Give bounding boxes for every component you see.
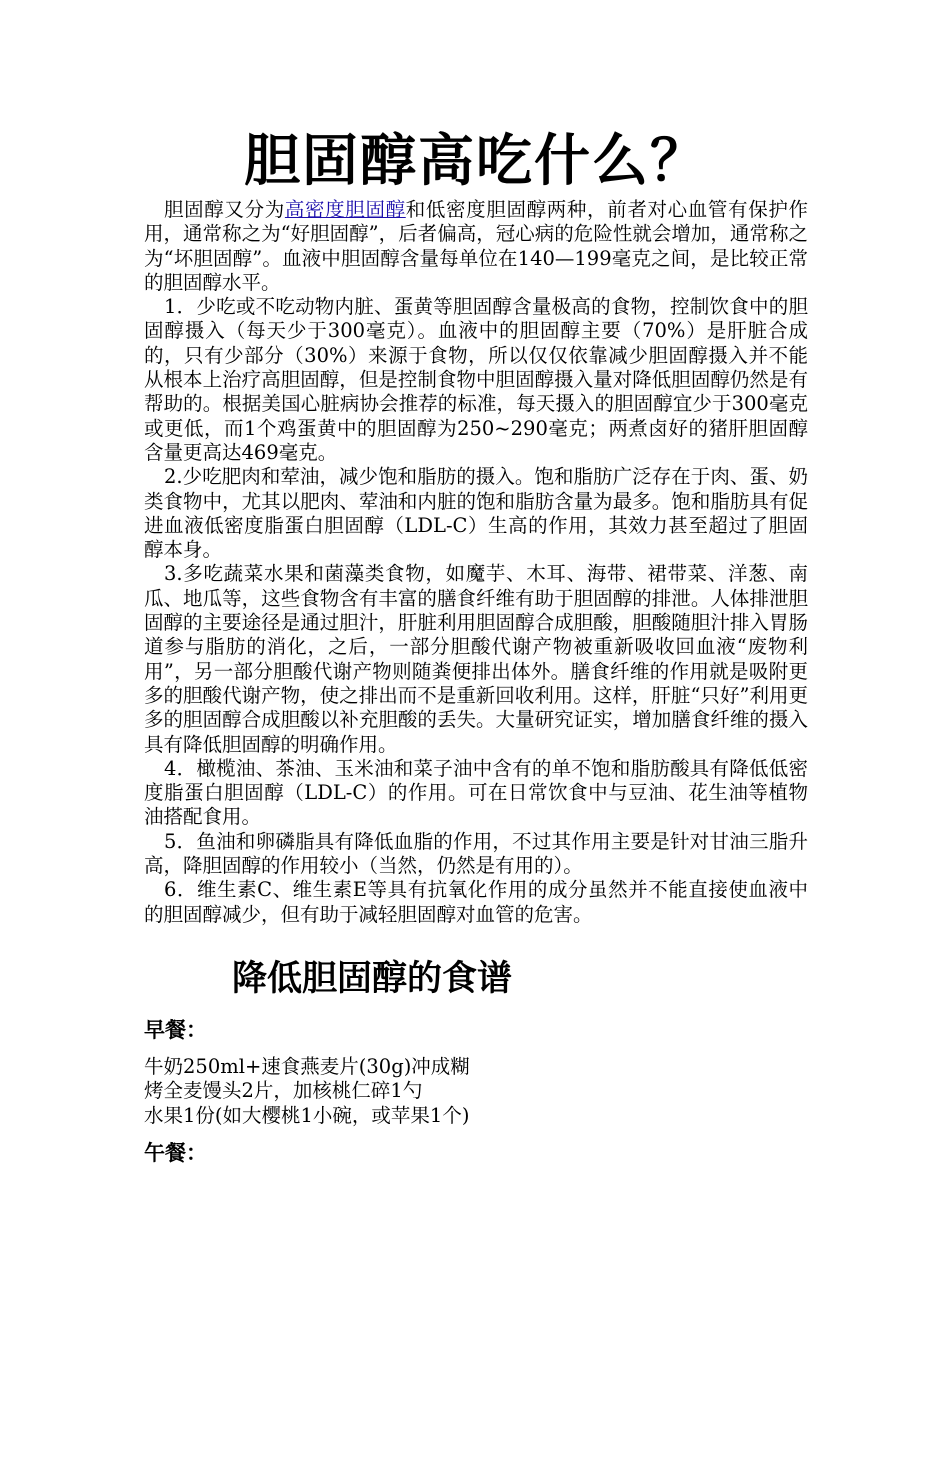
intro-text-before: 胆固醇又分为 <box>164 198 285 221</box>
hdl-cholesterol-link[interactable]: 高密度胆固醇 <box>284 198 406 221</box>
recipes-section-title: 降低胆固醇的食谱 <box>232 957 513 999</box>
breakfast-heading: 早餐： <box>144 1016 207 1042</box>
tip-paragraph-2: 2.少吃肥肉和荤油，减少饱和脂肪的摄入。饱和脂肪广泛存在于肉、蛋、奶类食物中，尤其以肥肉、荤油和内脏的饱和脂肪含量为最多。饱和脂肪具有促进血液低密度脂蛋白胆固醇（LDL-C）生高的作用，其效力甚至超过了胆固醇本身。 <box>144 465 808 562</box>
document-page <box>0 128 950 1472</box>
lunch-heading: 午餐： <box>144 1140 207 1166</box>
tip-paragraph-6: 6．维生素C、维生素E等具有抗氧化作用的成分虽然并不能直接使血液中的胆固醇减少，但有助于减轻胆固醇对血管的危害。 <box>144 878 808 926</box>
tip-paragraph-5: 5．鱼油和卵磷脂具有降低血脂的作用，不过其作用主要是针对甘油三脂升高，降胆固醇的作用较小（当然，仍然是有用的）。 <box>144 829 808 878</box>
tip-paragraph-1: 1．少吃或不吃动物内脏、蛋黄等胆固醇含量极高的食物，控制饮食中的胆固醇摄入（每天少于300毫克）。血液中的胆固醇主要（70%）是肝脏合成的，只有少部分（30%）来源于食物，所以仅仅依靠减少胆固醇摄入并不能从根本上治疗高胆固醇，但是控制食物中胆固醇摄入量对降低胆固醇仍然是有帮助的。根据美国心脏病协会推荐的标准，每天摄入的胆固醇宜少于300毫克或更低，而1个鸡蛋黄中的胆固醇为250~290毫克；两煮卤好的猪肝胆固醇含量更高达469毫克。 <box>144 295 808 464</box>
tip-paragraph-4: 4．橄榄油、茶油、玉米油和菜子油中含有的单不饱和脂肪酸具有降低低密度脂蛋白胆固醇（LDL-C）的作用。可在日常饮食中与豆油、花生油等植物油搭配食用。 <box>144 756 808 829</box>
article-body <box>144 198 808 927</box>
list-item: 牛奶250ml+速食燕麦片(30g)冲成糊 <box>144 1054 470 1078</box>
page-title: 胆固醇高吃什么？ <box>244 128 708 194</box>
breakfast-list <box>144 1055 808 1129</box>
list-item: 烤全麦馒头2片，加核桃仁碎1勺 <box>144 1079 423 1103</box>
intro-paragraph <box>144 198 808 295</box>
list-item: 水果1份(如大樱桃1小碗，或苹果1个) <box>144 1103 470 1127</box>
intro-text-after: 和低密度胆固醇两种，前者对心血管有保护作用，通常称之为“好胆固醇”，后者偏高，冠心病的危险性就会增加，通常称之为“坏胆固醇”。血液中胆固醇含量每单位在140—199毫克之间，是比较正常的胆固醇水平。 <box>144 198 808 294</box>
tip-paragraph-3: 3.多吃蔬菜水果和菌藻类食物，如魔芋、木耳、海带、裙带菜、洋葱、南瓜、地瓜等，这些食物含有丰富的膳食纤维有助于胆固醇的排泄。人体排泄胆固醇的主要途径是通过胆汁，肝脏利用胆固醇合成胆酸，胆酸随胆汁排入胃肠道参与脂肪的消化，之后，一部分胆酸代谢产物被重新吸收回血液“废物利用”，另一部分胆酸代谢产物则随粪便排出体外。膳食纤维的作用就是吸附更多的胆酸代谢产物，使之排出而不是重新回收利用。这样，肝脏“只好”利用更多的胆固醇合成胆酸以补充胆酸的丢失。大量研究证实，增加膳食纤维的摄入具有降低胆固醇的明确作用。 <box>144 562 808 756</box>
